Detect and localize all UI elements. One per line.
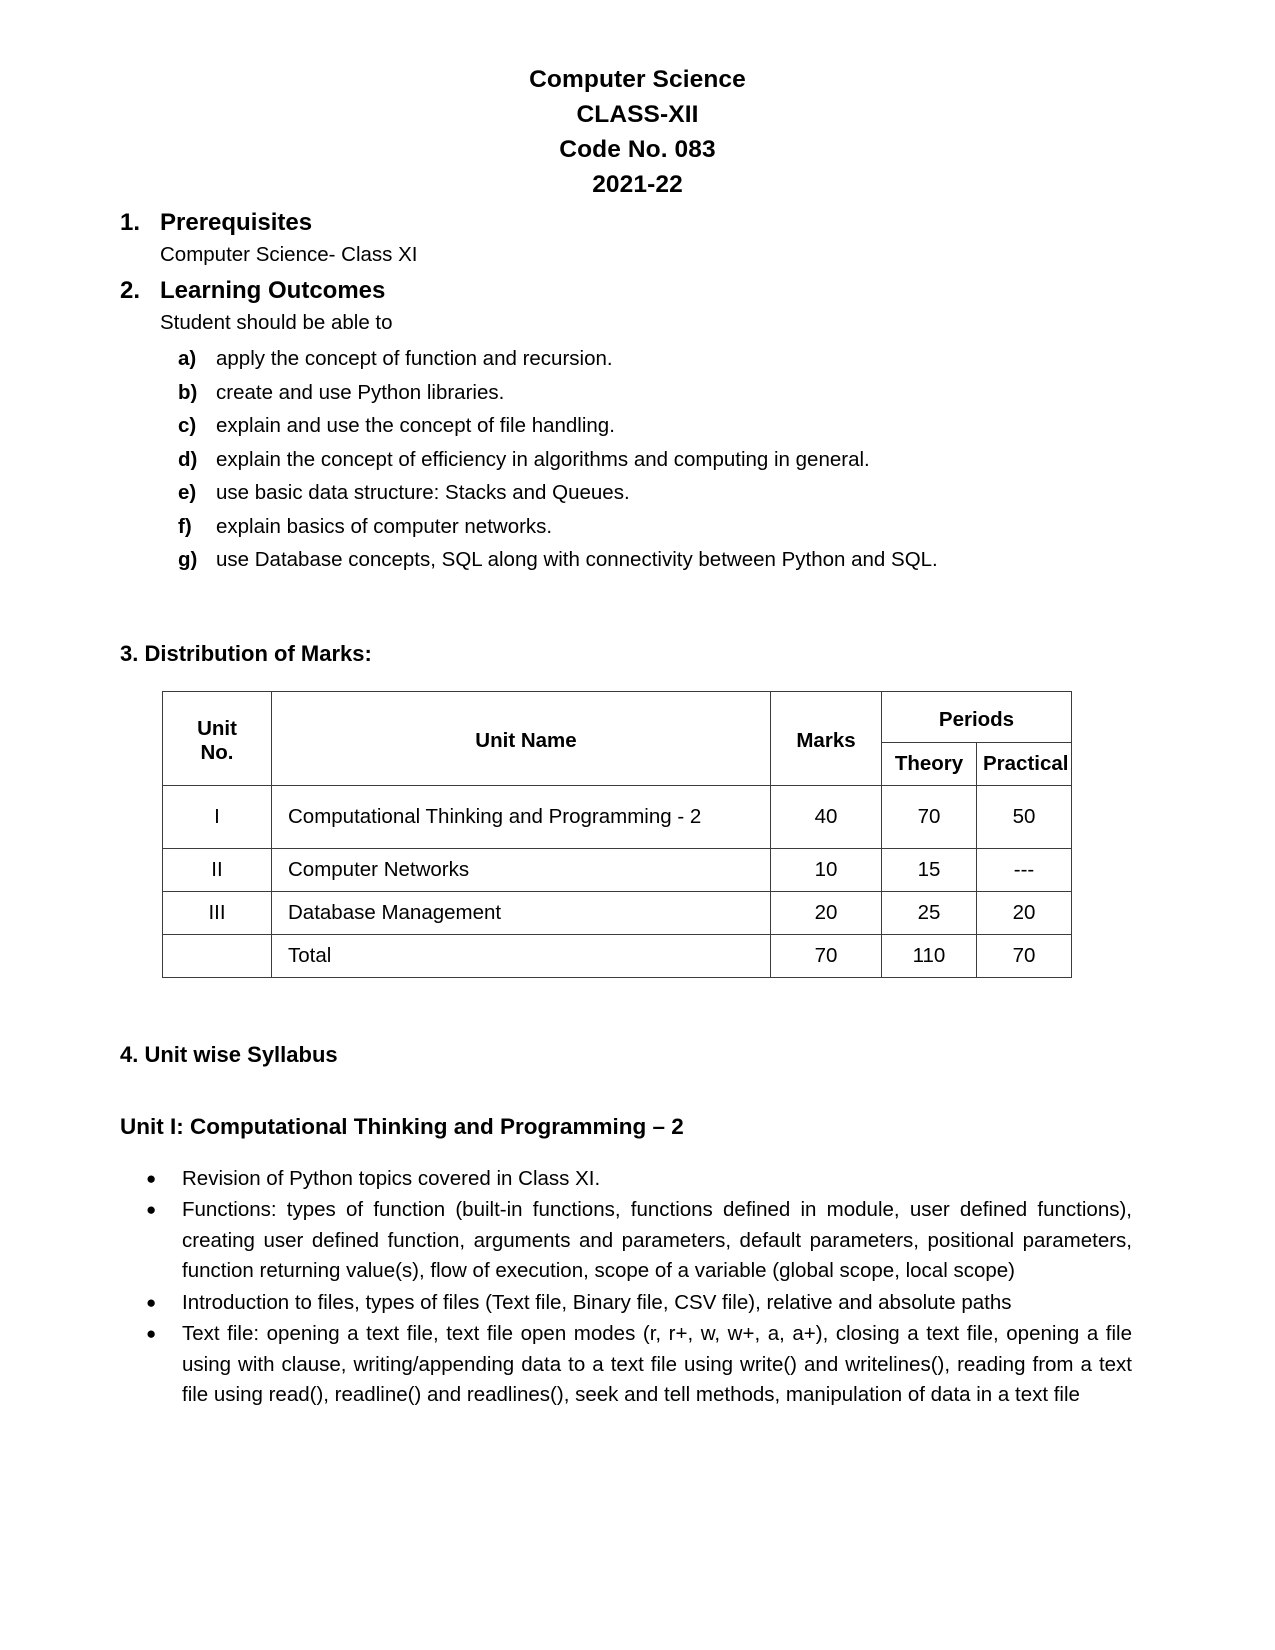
cell-marks: 40 bbox=[771, 785, 882, 848]
list-item bbox=[132, 1319, 1155, 1411]
list-item-text: explain basics of computer networks. bbox=[216, 514, 553, 538]
prerequisites-body: Computer Science- Class XI bbox=[160, 243, 418, 266]
list-item-letter: g) bbox=[178, 548, 198, 571]
cell-unit-name: Computational Thinking and Programming - 2 bbox=[272, 785, 771, 848]
learning-outcomes-intro: Student should be able to bbox=[160, 311, 393, 334]
unit-1-heading: Unit I: Computational Thinking and Programming – 2 bbox=[120, 1113, 684, 1139]
cell-unit: I bbox=[163, 785, 272, 848]
title-line-class: CLASS-XII bbox=[576, 101, 699, 128]
cell-theory: 25 bbox=[882, 891, 977, 934]
column-header-unit-no bbox=[163, 691, 272, 785]
column-header-unit-no-line1: Unit bbox=[197, 717, 237, 740]
cell-marks: 10 bbox=[771, 848, 882, 891]
list-item-text: apply the concept of function and recursion. bbox=[216, 347, 613, 370]
cell-unit: II bbox=[163, 848, 272, 891]
list-item-text: explain the concept of efficiency in algorithms and computing in general. bbox=[216, 447, 870, 471]
section-learning-outcomes bbox=[120, 274, 1155, 308]
list-item bbox=[132, 1195, 1155, 1287]
table-row-total bbox=[163, 934, 1072, 977]
list-item bbox=[178, 342, 1155, 376]
table-body bbox=[163, 785, 1072, 977]
table-row bbox=[163, 785, 1072, 848]
section-heading-prerequisites: Prerequisites bbox=[160, 209, 313, 236]
cell-unit-name: Total bbox=[272, 934, 771, 977]
list-item-text: Text file: opening a text file, text file open modes (r, r+, w, w+, a, a+), closing a text file, opening a file using with clause, writing/appending data to a text file using write() and writelines(), reading from a text file using read(), readline() and readlines(), seek and tell methods, manipulation of data in a text file bbox=[182, 1322, 1132, 1406]
table-row bbox=[163, 848, 1072, 891]
title-line-subject: Computer Science bbox=[529, 66, 746, 93]
cell-marks: 70 bbox=[771, 934, 882, 977]
cell-theory: 15 bbox=[882, 848, 977, 891]
table-row bbox=[163, 891, 1072, 934]
marks-distribution-table bbox=[162, 691, 1072, 978]
list-item-letter: c) bbox=[178, 414, 197, 437]
list-item-letter: d) bbox=[178, 447, 198, 471]
cell-practical: --- bbox=[977, 848, 1072, 891]
cell-marks: 20 bbox=[771, 891, 882, 934]
list-item-letter: f) bbox=[178, 514, 192, 538]
list-item-text: use basic data structure: Stacks and Queues. bbox=[216, 481, 630, 504]
learning-outcomes-list bbox=[120, 342, 1155, 577]
section-number-1: 1. bbox=[120, 209, 141, 236]
list-item-letter: a) bbox=[178, 347, 197, 370]
section-heading-distribution-of-marks: 3. Distribution of Marks: bbox=[120, 640, 372, 666]
list-item bbox=[178, 476, 1155, 510]
section-prerequisites bbox=[120, 206, 1155, 240]
cell-practical: 50 bbox=[977, 785, 1072, 848]
cell-unit: III bbox=[163, 891, 272, 934]
marks-table-wrapper bbox=[162, 691, 1155, 978]
list-item bbox=[178, 376, 1155, 410]
list-item-text: explain and use the concept of file handling. bbox=[216, 414, 615, 437]
column-header-periods: Periods bbox=[882, 691, 1072, 742]
bullet-icon: ● bbox=[146, 1168, 157, 1188]
section-heading-learning-outcomes: Learning Outcomes bbox=[160, 277, 386, 304]
list-item-text: create and use Python libraries. bbox=[216, 380, 505, 404]
cell-unit-name: Database Management bbox=[272, 891, 771, 934]
unit-1-topic-list bbox=[120, 1164, 1155, 1411]
document-title-block bbox=[120, 62, 1155, 202]
bullet-icon: ● bbox=[146, 1324, 157, 1343]
column-header-marks: Marks bbox=[771, 691, 882, 785]
list-item bbox=[178, 543, 1155, 577]
list-item bbox=[178, 409, 1155, 443]
cell-unit bbox=[163, 934, 272, 977]
section-number-2: 2. bbox=[120, 277, 141, 304]
list-item bbox=[132, 1164, 1155, 1195]
cell-theory: 70 bbox=[882, 785, 977, 848]
column-header-theory: Theory bbox=[882, 742, 977, 785]
cell-practical: 70 bbox=[977, 934, 1072, 977]
section-heading-unit-wise-syllabus: 4. Unit wise Syllabus bbox=[120, 1041, 338, 1067]
cell-unit-name: Computer Networks bbox=[272, 848, 771, 891]
cell-theory: 110 bbox=[882, 934, 977, 977]
list-item-text: Revision of Python topics covered in Class XI. bbox=[182, 1166, 601, 1190]
list-item-text: Functions: types of function (built-in functions, functions defined in module, user defined functions), creating user defined function, arguments and parameters, default parameters, positional parameters, function returning value(s), flow of execution, scope of a variable (global scope, local scope) bbox=[182, 1198, 1132, 1282]
bullet-icon: ● bbox=[146, 1292, 157, 1312]
bullet-icon: ● bbox=[146, 1200, 157, 1219]
cell-practical: 20 bbox=[977, 891, 1072, 934]
column-header-unit-no-line2: No. bbox=[200, 741, 234, 764]
list-item-letter: e) bbox=[178, 481, 197, 504]
list-item bbox=[178, 510, 1155, 544]
title-line-code: Code No. 083 bbox=[559, 136, 716, 163]
list-item bbox=[132, 1288, 1155, 1319]
list-item-letter: b) bbox=[178, 380, 198, 404]
column-header-practical: Practical bbox=[977, 742, 1072, 785]
list-item-text: use Database concepts, SQL along with connectivity between Python and SQL. bbox=[216, 548, 938, 571]
title-line-year: 2021-22 bbox=[592, 171, 683, 198]
list-item bbox=[178, 443, 1155, 477]
list-item-text: Introduction to files, types of files (Text file, Binary file, CSV file), relative and absolute paths bbox=[182, 1290, 1012, 1314]
table-header bbox=[163, 691, 1072, 785]
table-header-row-1 bbox=[163, 691, 1072, 742]
column-header-unit-name: Unit Name bbox=[272, 691, 771, 785]
